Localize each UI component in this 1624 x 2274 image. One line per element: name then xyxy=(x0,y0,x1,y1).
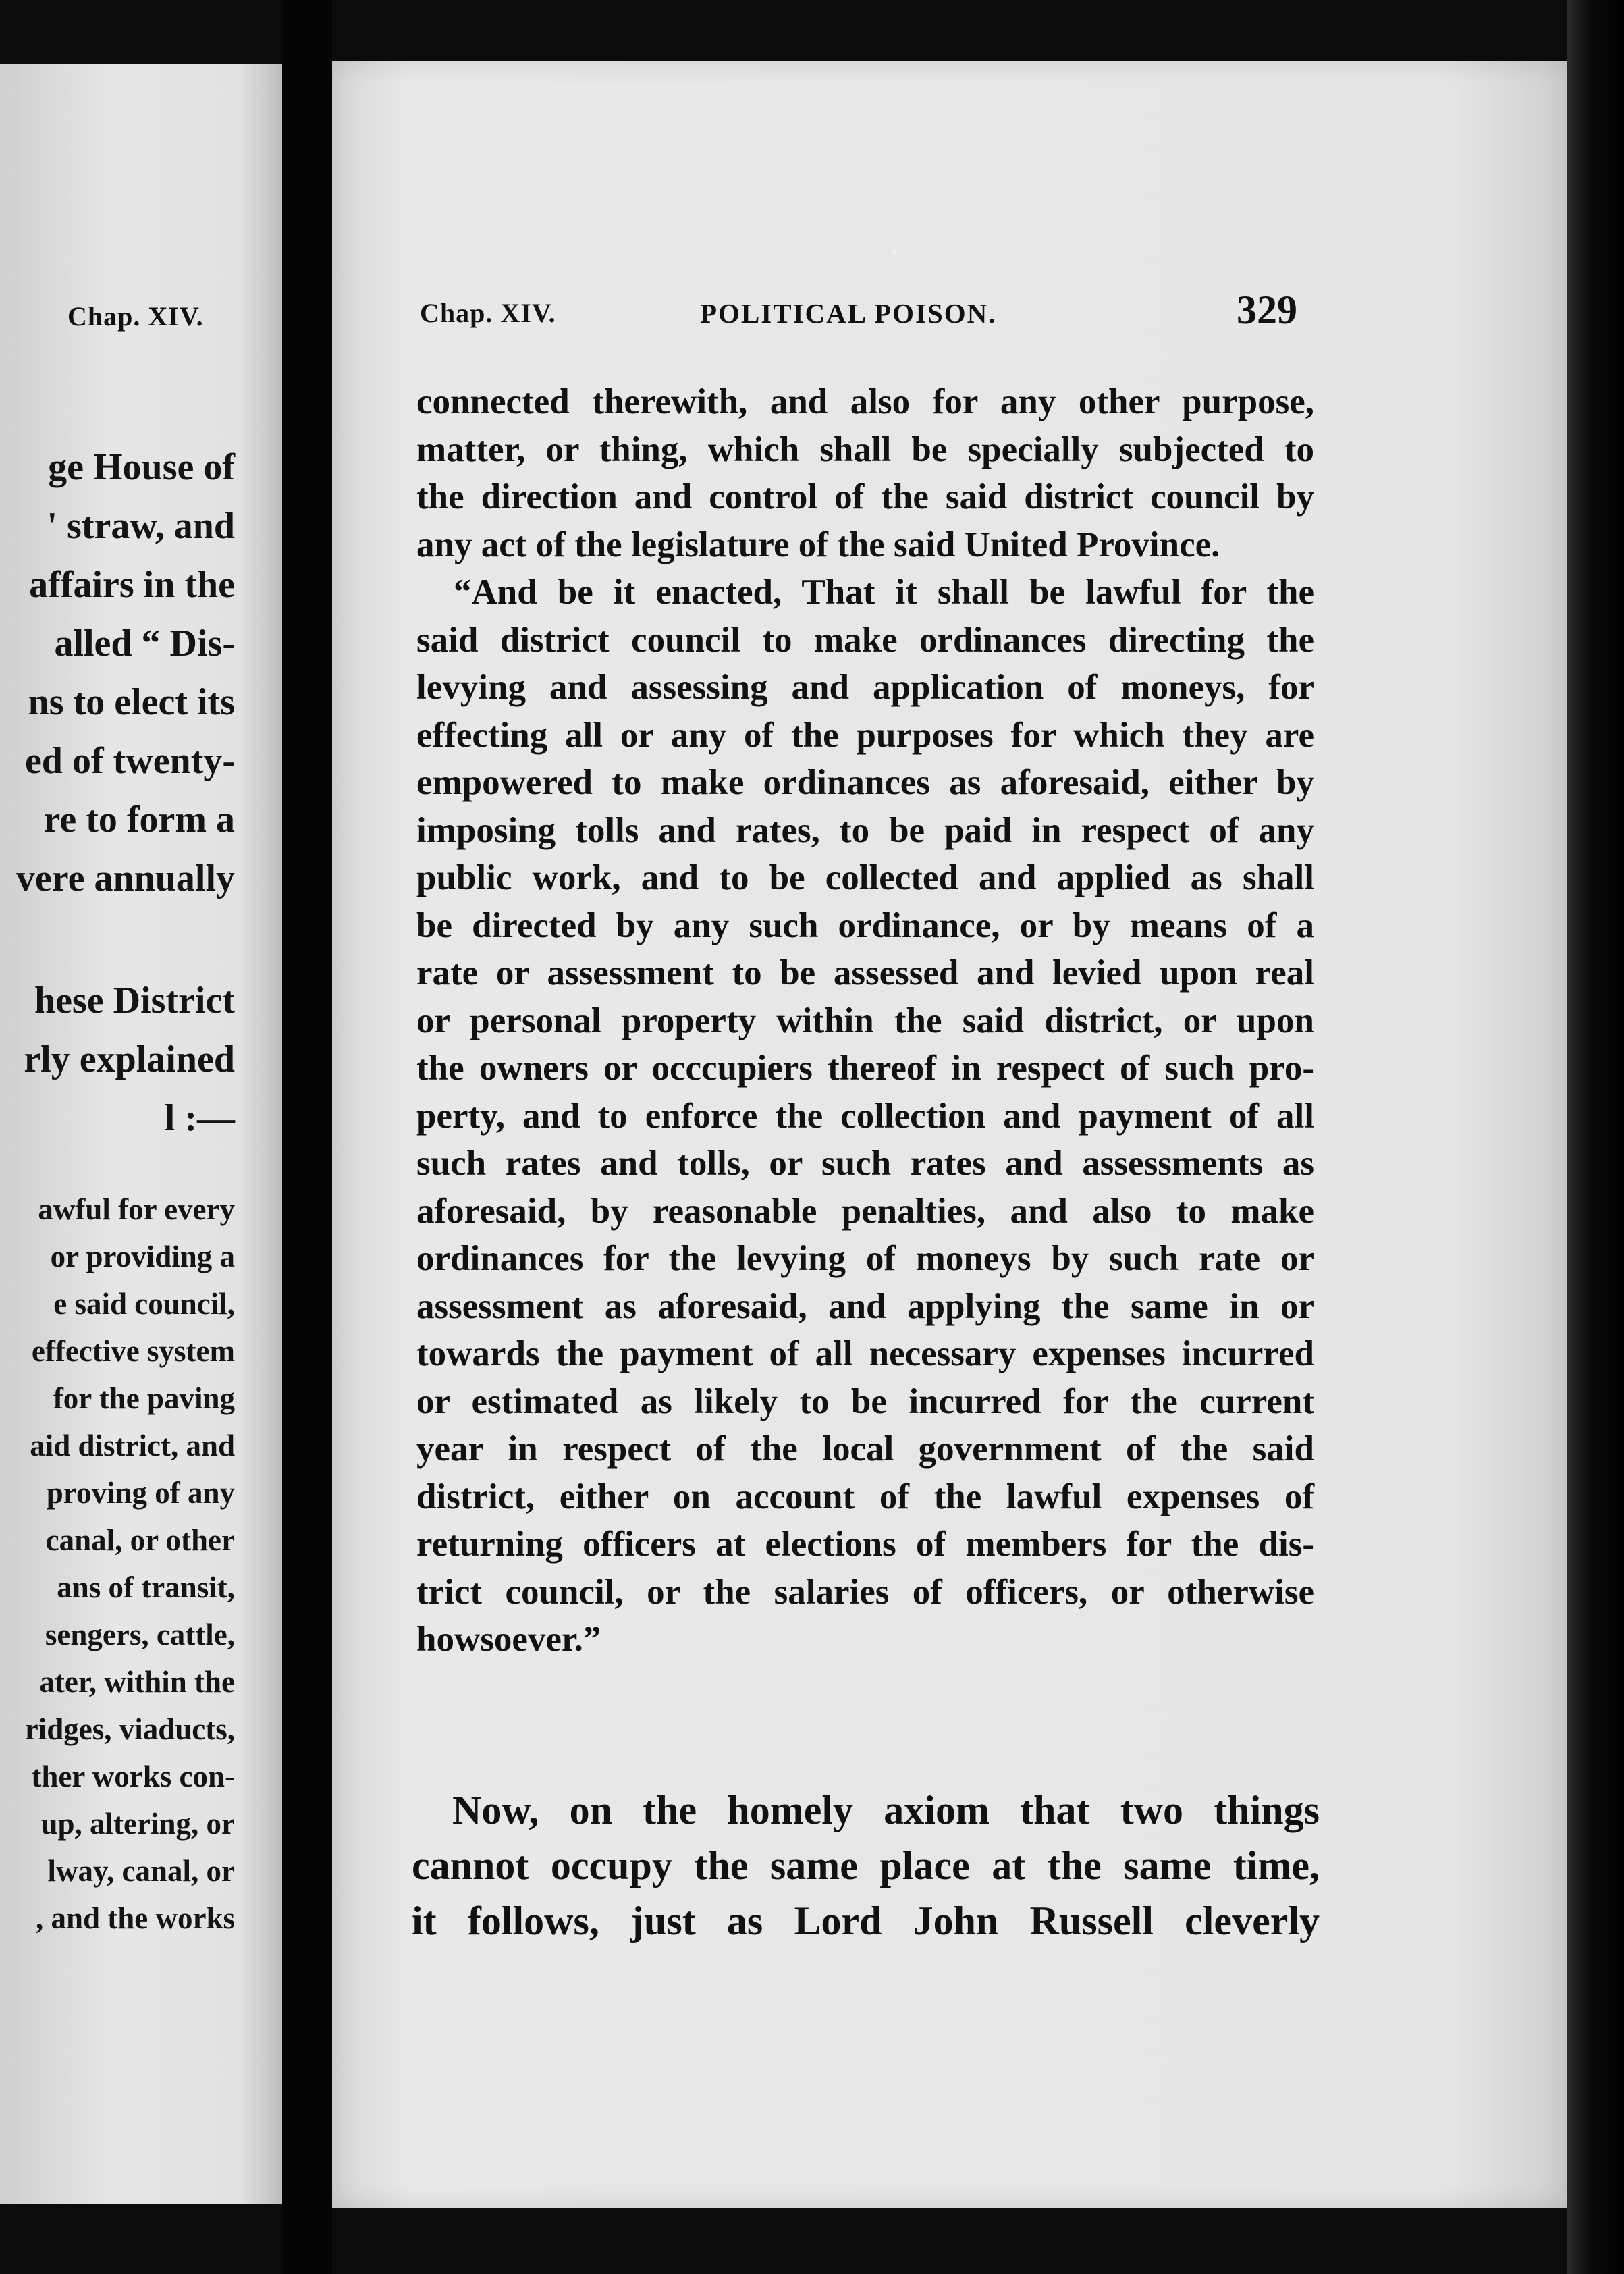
quote-line: towards the payment of all necessary expenses incurred xyxy=(416,1334,1314,1373)
paragraph-line: Now, on the homely axiom that two things xyxy=(452,1788,1320,1832)
left-page-line: l :— xyxy=(164,1097,235,1139)
left-page-line: ns to elect its xyxy=(28,681,235,723)
quote-line: year in respect of the local government of the said xyxy=(416,1429,1314,1469)
left-page-line: or providing a xyxy=(50,1240,235,1273)
main-page xyxy=(332,61,1567,2208)
quote-line: effecting all or any of the purposes for which they are xyxy=(416,715,1314,755)
body-paragraph xyxy=(412,1782,1320,1949)
left-page-line: ge House of xyxy=(48,446,235,488)
left-page-line: affairs in the xyxy=(29,564,235,606)
quote-line: or estimated as likely to be incurred for the current xyxy=(416,1381,1314,1421)
paper-speck xyxy=(892,250,896,254)
left-running-header: Chap. XIV. xyxy=(67,301,204,332)
left-page-line: ther works con- xyxy=(31,1760,235,1793)
left-page-line: rly explained xyxy=(24,1038,235,1080)
quote-line: trict council, or the salaries of officers, or otherwise xyxy=(416,1572,1314,1612)
quote-line: assessment as aforesaid, and applying the same in or xyxy=(416,1286,1314,1326)
left-page-line: vere annually xyxy=(16,857,235,899)
left-page-line: awful for every xyxy=(38,1192,235,1226)
quote-line: district, either on account of the lawful expenses of xyxy=(416,1477,1314,1516)
quote-line: any act of the legislature of the said United Province. xyxy=(416,525,1220,564)
quote-line: ordinances for the levying of moneys by such rate or xyxy=(416,1239,1314,1278)
quote-line: aforesaid, by reasonable penalties, and also to make xyxy=(416,1191,1314,1231)
quote-line: the owners or occcupiers thereof in respect of such pro- xyxy=(416,1049,1314,1088)
left-page-line: e said council, xyxy=(53,1287,235,1321)
left-page-line: proving of any xyxy=(46,1476,235,1510)
quote-line: matter, or thing, which shall be specially subjected to xyxy=(416,429,1314,469)
quote-line: public work, and to be collected and applied as shall xyxy=(416,858,1314,897)
quote-line: empowered to make ordinances as aforesaid, either by xyxy=(416,763,1314,802)
left-page-line: effective system xyxy=(31,1334,235,1368)
left-page-line: ans of transit, xyxy=(57,1570,235,1604)
page-number: 329 xyxy=(1237,288,1297,332)
left-page-line: ater, within the xyxy=(39,1665,235,1699)
quote-line: returning officers at elections of members for the dis- xyxy=(416,1525,1314,1564)
paragraph-line: it follows, just as Lord John Russell cleverly xyxy=(412,1899,1320,1943)
quote-line: levying and assessing and application of moneys, for xyxy=(416,668,1314,707)
paragraph-line: cannot occupy the same place at the same time, xyxy=(412,1843,1320,1888)
left-page-line: lway, canal, or xyxy=(47,1854,235,1888)
quote-line: connected therewith, and also for any other purpose, xyxy=(416,382,1314,421)
left-page-line: canal, or other xyxy=(45,1523,235,1557)
quote-line: howsoever.” xyxy=(416,1620,601,1659)
left-facing-page xyxy=(0,64,282,2204)
left-page-line: ridges, viaducts, xyxy=(24,1712,235,1746)
quote-line: rate or assessment to be assessed and levied upon real xyxy=(416,953,1314,993)
left-page-line: hese District xyxy=(34,980,235,1022)
left-page-line: aid district, and xyxy=(30,1429,235,1462)
left-page-line: for the paving xyxy=(53,1381,235,1415)
binding-gutter xyxy=(282,0,332,2274)
quote-line: “And be it enacted, That it shall be lawful for the xyxy=(454,573,1314,612)
running-header-title: POLITICAL POISON. xyxy=(700,298,997,329)
left-page-line: ed of twenty- xyxy=(24,740,235,782)
left-page-line: sengers, cattle, xyxy=(45,1618,235,1651)
running-header-chapter: Chap. XIV. xyxy=(420,298,556,328)
quote-line: imposing tolls and rates, to be paid in respect of any xyxy=(416,810,1314,850)
quote-line: perty, and to enforce the collection and payment of all xyxy=(416,1096,1314,1136)
left-page-line: ' straw, and xyxy=(47,505,235,547)
page-edge-shadow xyxy=(1567,0,1624,2274)
left-page-line: , and the works xyxy=(35,1901,235,1935)
quote-line: said district council to make ordinances directing the xyxy=(416,620,1314,660)
quote-line: the direction and control of the said district council by xyxy=(416,477,1314,517)
quote-line: such rates and tolls, or such rates and assessments as xyxy=(416,1144,1314,1183)
left-page-line: alled “ Dis- xyxy=(54,623,235,664)
quoted-statute-text xyxy=(416,378,1314,1664)
left-page-line: re to form a xyxy=(43,799,235,841)
quote-line: or personal property within the said district, or upon xyxy=(416,1001,1314,1040)
left-page-line: up, altering, or xyxy=(40,1807,235,1841)
quote-line: be directed by any such ordinance, or by means of a xyxy=(416,905,1314,945)
